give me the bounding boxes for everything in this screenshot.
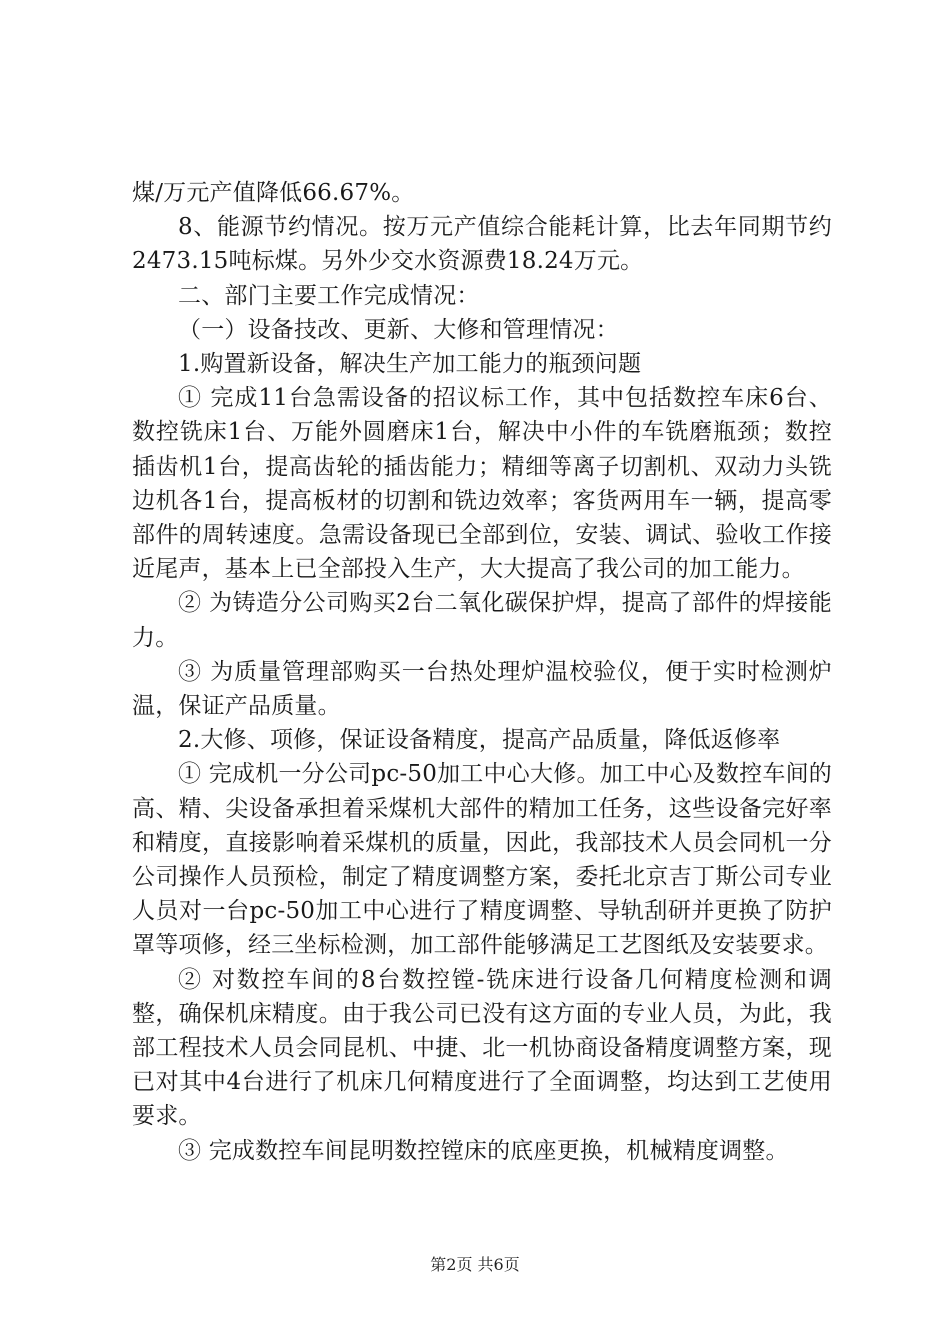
item-heading-1: 1.购置新设备，解决生产加工能力的瓶颈问题 [178,351,642,378]
paragraph-2-2: ② 对数控车间的8台数控镗-铣床进行设备几何精度检测和调整，确保机床精度。由于我公司已没有这方面的专业人员，为此，我部工程技术人员会同昆机、中捷、北一机协商设备精度调整方案，现已对其中4台进行了机床几何精度进行了全面调整，均达到工艺使用要求。 [132,966,832,1130]
paragraph-energy-saving: 8、能源节约情况。按万元产值综合能耗计算，比去年同期节约2473.15吨标煤。另外少交水资源费18.24万元。 [132,214,832,275]
paragraph-1-1: ① 完成11台急需设备的招议标工作，其中包括数控车床6台、数控铣床1台、万能外圆磨床1台，解决中小件的车铣磨瓶颈；数控插齿机1台，提高齿轮的插齿能力；精细等离子切割机、双动力头铣边机各1台，提高板材的切割和铣边效率；客货两用车一辆，提高零部件的周转速度。急需设备现已全部到位，安装、调试、验收工作接近尾声，基本上已全部投入生产，大大提高了我公司的加工能力。 [132,385,832,583]
paragraph-2-1: ① 完成机一分公司pc-50加工中心大修。加工中心及数控车间的高、精、尖设备承担着采煤机大部件的精加工任务，这些设备完好率和精度，直接影响着采煤机的质量，因此，我部技术人员会同机一分公司操作人员预检，制定了精度调整方案，委托北京吉丁斯公司专业人员对一台pc-50加工中心进行了精度调整、导轨刮研并更换了防护罩等项修，经三坐标检测，加工部件能够满足工艺图纸及安装要求。 [132,761,832,959]
page-footer [0,1252,950,1275]
section-heading-2: 二、部门主要工作完成情况： [178,282,480,309]
paragraph-2-3: ③ 完成数控车间昆明数控镗床的底座更换，机械精度调整。 [178,1137,789,1164]
subsection-heading-1: （一）设备技改、更新、大修和管理情况： [178,316,619,343]
document-body [132,176,832,1168]
paragraph-1-3: ③ 为质量管理部购买一台热处理炉温校验仪，便于实时检测炉温，保证产品质量。 [132,658,832,720]
item-heading-2: 2.大修、项修，保证设备精度，提高产品质量，降低返修率 [178,727,781,754]
page-number-label: 第2页 共6页 [430,1255,520,1274]
paragraph-continued: 煤/万元产值降低66.67%。 [132,180,415,206]
paragraph-1-2: ② 为铸造分公司购买2台二氧化碳保护焊，提高了部件的焊接能力。 [132,590,832,651]
